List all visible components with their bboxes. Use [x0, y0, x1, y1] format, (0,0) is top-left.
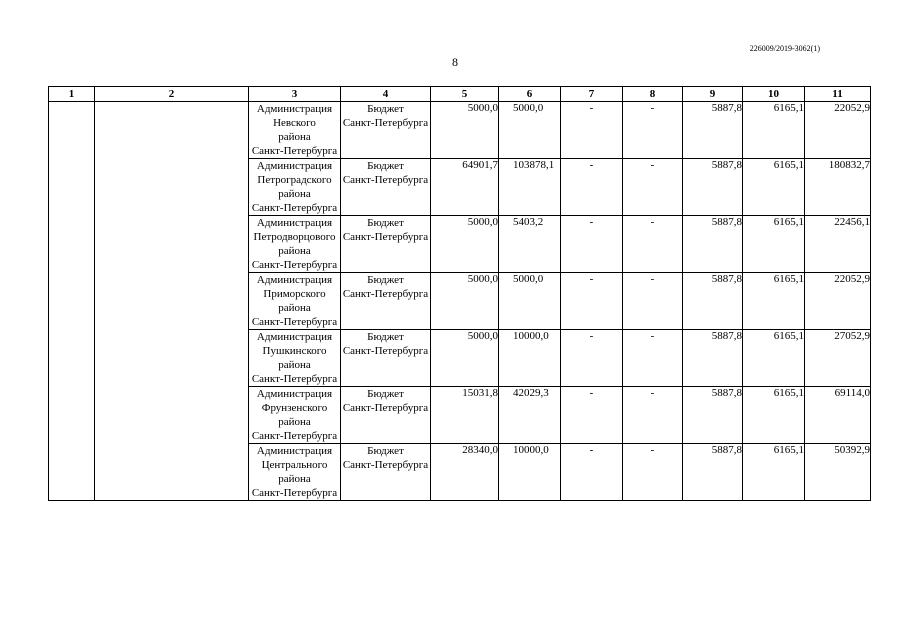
cell-col6: 103878,1	[499, 159, 561, 216]
cell-organization: Администрация Приморского района Санкт-Петербурга	[249, 273, 341, 330]
cell-source: Бюджет Санкт-Петербурга	[341, 387, 431, 444]
cell-organization: Администрация Петроградского района Санкт-Петербурга	[249, 159, 341, 216]
cell-source: Бюджет Санкт-Петербурга	[341, 444, 431, 501]
cell-col5: 5000,0	[431, 216, 499, 273]
budget-table	[48, 86, 871, 501]
cell-col10: 6165,1	[743, 387, 805, 444]
cell-col5: 15031,8	[431, 387, 499, 444]
column-header: 8	[623, 87, 683, 102]
cell-col7: -	[561, 216, 623, 273]
column-header: 1	[49, 87, 95, 102]
cell-col8: -	[623, 330, 683, 387]
cell-col7: -	[561, 444, 623, 501]
cell-col10: 6165,1	[743, 444, 805, 501]
cell-col9: 5887,8	[683, 102, 743, 159]
cell-col9: 5887,8	[683, 444, 743, 501]
cell-col6: 10000,0	[499, 330, 561, 387]
cell-organization: Администрация Фрунзенского района Санкт-Петербурга	[249, 387, 341, 444]
cell-col11: 27052,9	[805, 330, 871, 387]
column-header: 5	[431, 87, 499, 102]
column-header: 3	[249, 87, 341, 102]
cell-col6: 42029,3	[499, 387, 561, 444]
cell-col8: -	[623, 273, 683, 330]
cell-source: Бюджет Санкт-Петербурга	[341, 102, 431, 159]
cell-col8: -	[623, 159, 683, 216]
cell-col10: 6165,1	[743, 273, 805, 330]
cell-col1-merged	[49, 102, 95, 501]
cell-col5: 28340,0	[431, 444, 499, 501]
cell-col11: 22456,1	[805, 216, 871, 273]
cell-col11: 22052,9	[805, 273, 871, 330]
cell-col9: 5887,8	[683, 216, 743, 273]
cell-source: Бюджет Санкт-Петербурга	[341, 159, 431, 216]
cell-col5: 5000,0	[431, 102, 499, 159]
column-header: 10	[743, 87, 805, 102]
cell-col8: -	[623, 102, 683, 159]
cell-col11: 180832,7	[805, 159, 871, 216]
cell-col9: 5887,8	[683, 273, 743, 330]
cell-col9: 5887,8	[683, 330, 743, 387]
table-row	[49, 102, 871, 159]
cell-col7: -	[561, 159, 623, 216]
cell-col8: -	[623, 387, 683, 444]
page-number: 8	[452, 55, 458, 69]
cell-col9: 5887,8	[683, 159, 743, 216]
cell-source: Бюджет Санкт-Петербурга	[341, 330, 431, 387]
table-header-row	[49, 87, 871, 102]
cell-source: Бюджет Санкт-Петербурга	[341, 273, 431, 330]
cell-col5: 5000,0	[431, 330, 499, 387]
document-id: 226009/2019-3062(1)	[749, 44, 820, 53]
column-header: 9	[683, 87, 743, 102]
cell-col11: 22052,9	[805, 102, 871, 159]
cell-organization: Администрация Пушкинского района Санкт-Петербурга	[249, 330, 341, 387]
cell-col5: 5000,0	[431, 273, 499, 330]
cell-col6: 10000,0	[499, 444, 561, 501]
cell-col8: -	[623, 216, 683, 273]
cell-col6: 5000,0	[499, 273, 561, 330]
cell-col10: 6165,1	[743, 159, 805, 216]
cell-col11: 69114,0	[805, 387, 871, 444]
cell-col2-merged	[95, 102, 249, 501]
cell-col5: 64901,7	[431, 159, 499, 216]
cell-source: Бюджет Санкт-Петербурга	[341, 216, 431, 273]
cell-col7: -	[561, 387, 623, 444]
cell-col10: 6165,1	[743, 216, 805, 273]
cell-organization: Администрация Невского района Санкт-Петербурга	[249, 102, 341, 159]
cell-col8: -	[623, 444, 683, 501]
cell-col9: 5887,8	[683, 387, 743, 444]
column-header: 6	[499, 87, 561, 102]
cell-col10: 6165,1	[743, 102, 805, 159]
cell-organization: Администрация Петродворцового района Санкт-Петербурга	[249, 216, 341, 273]
cell-col7: -	[561, 102, 623, 159]
column-header: 4	[341, 87, 431, 102]
cell-col10: 6165,1	[743, 330, 805, 387]
cell-col6: 5403,2	[499, 216, 561, 273]
cell-col6: 5000,0	[499, 102, 561, 159]
column-header: 2	[95, 87, 249, 102]
column-header: 7	[561, 87, 623, 102]
cell-col7: -	[561, 330, 623, 387]
cell-organization: Администрация Центрального района Санкт-Петербурга	[249, 444, 341, 501]
cell-col7: -	[561, 273, 623, 330]
cell-col11: 50392,9	[805, 444, 871, 501]
column-header: 11	[805, 87, 871, 102]
